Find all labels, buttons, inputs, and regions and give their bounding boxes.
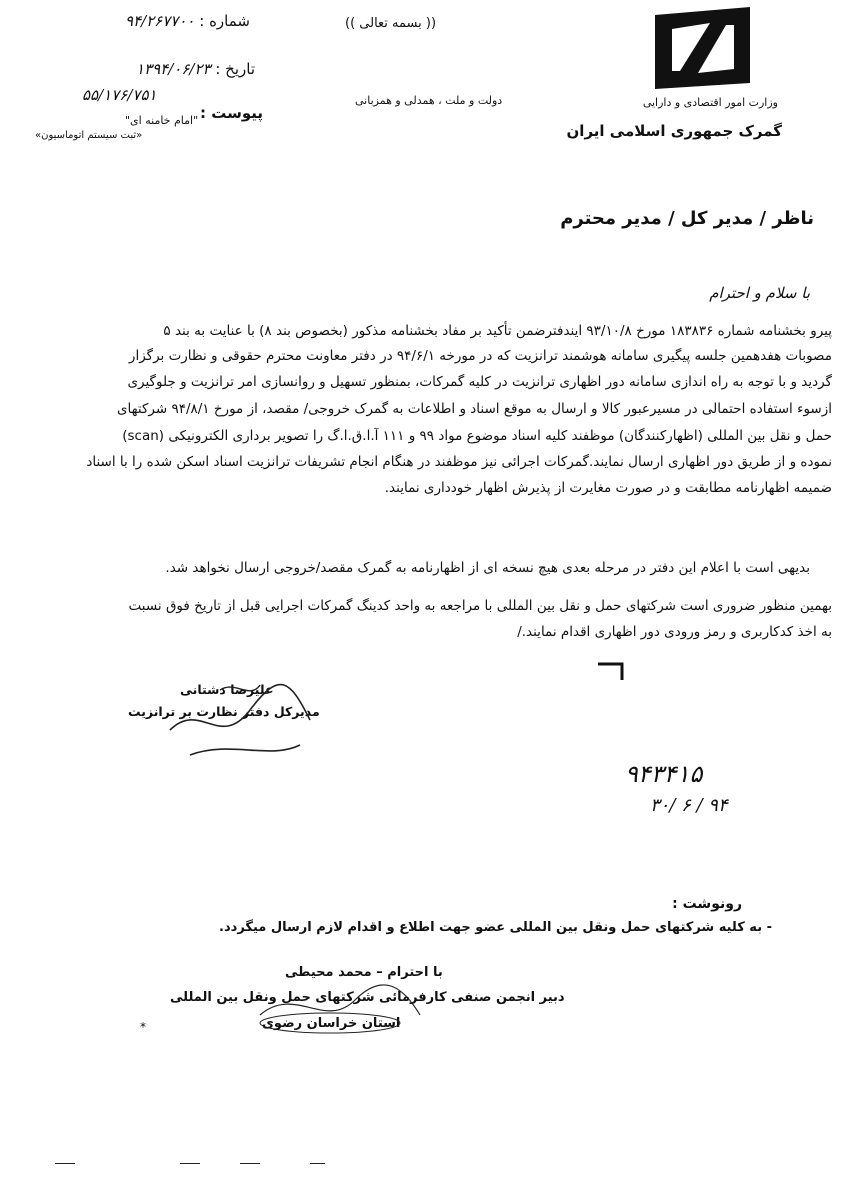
bismillah: (( بسمه تعالی )) bbox=[345, 16, 437, 31]
body-line-2: مصوبات هفدهمین جلسه پیگیری سامانه هوشمند ترانزیت که در مورخه ۹۴/۶/۱ در دفتر معاونت محترم حقوقی و نظارت برگزار bbox=[128, 348, 832, 364]
reference-number: ۵۵/۱۷۶/۷۵۱ bbox=[82, 86, 157, 104]
imam-quote: "امام خامنه ای" bbox=[125, 114, 199, 127]
closing-signature-icon bbox=[255, 975, 425, 1035]
number-value: ۹۴/۲۶۷۷۰۰ bbox=[124, 12, 195, 30]
body-line-6: نموده و از طریق دور اظهاری ارسال نمایند.گمرکات اجرائی نیز موظفند در هنگام انجام تشریفات ترانزیت اسناد اسکن شده را با اسناد bbox=[86, 454, 832, 470]
footer-rule bbox=[310, 1163, 325, 1164]
signature-scribble-icon bbox=[160, 660, 320, 770]
organization-name: گمرک جمهوری اسلامی ایران bbox=[566, 122, 782, 140]
paragraph-3-line-2: به اخذ کدکاربری و رمز ورودی دور اظهاری اقدام نمایند./ bbox=[517, 624, 832, 640]
slogan: دولت و ملت ، همدلی و همزبانی bbox=[355, 94, 503, 107]
date-value: ۱۳۹۴/۰۶/۲۳ bbox=[135, 60, 211, 78]
body-line-7: ضمیمه اظهارنامه مطابقت و در صورت مغایرت از پذیرش اظهار خودداری نمایند. bbox=[384, 480, 832, 496]
customs-logo bbox=[650, 5, 755, 90]
body-line-3: گردید و با توجه به راه اندازی سامانه دور اظهاری ترانزیت در کلیه گمرکات، بمنظور تسهیل و روانسازی امر ترانزیت و جلوگیری bbox=[127, 374, 832, 390]
handwritten-date: ۳۰/ ۶ / ۹۴ bbox=[650, 795, 728, 816]
body-line-5: حمل و نقل بین المللی (اظهارکنندگان) موظفند کلیه اسناد موضوع مواد ۹۹ و ۱۱۱ آ.ا.ق.ا.گ را تصویر برداری الکترونیکی (scan) bbox=[122, 428, 832, 444]
bracket-mark-icon bbox=[596, 660, 626, 684]
addressee: ناظر / مدیر کل / مدیر محترم bbox=[560, 208, 814, 229]
asterisk-mark: * bbox=[140, 1020, 146, 1034]
body-line-1: پیرو بخشنامه شماره ۱۸۳۸۳۶ مورخ ۹۳/۱۰/۸ ایندفترضمن تأکید بر مفاد بخشنامه مذکور (بخصوص بند ۸) با عنایت به بند ۵ bbox=[163, 323, 832, 339]
cc-heading: رونوشت : bbox=[672, 896, 742, 912]
handwritten-number: ۹۴۳۴۱۵ bbox=[625, 760, 703, 788]
body-line-4: ازسوء استفاده احتمالی در مسیرعبور کالا و ارسال به موقع اسناد و اطلاعات به گمرک خروجی/ مقصد، از مورخ ۹۴/۸/۱ شرکتهای bbox=[116, 401, 832, 417]
date-label: تاریخ : bbox=[215, 60, 255, 78]
cc-line: - به کلیه شرکتهای حمل ونقل بین المللی عضو جهت اطلاع و اقدام لازم ارسال میگردد. bbox=[219, 920, 772, 935]
attachment-label: پیوست : bbox=[200, 104, 264, 122]
ministry-name: وزارت امور اقتصادی و دارایی bbox=[642, 96, 778, 109]
signer-name: علیرضا دشتانی bbox=[180, 682, 274, 697]
date-field bbox=[55, 60, 255, 78]
signer-title: مدیرکل دفتر نظارت بر ترانزیت bbox=[128, 704, 320, 719]
closing-regards: با احترام – محمد محیطی bbox=[285, 965, 443, 980]
paragraph-3-line-1: بهمین منظور ضروری است شرکتهای حمل و نقل بین المللی با مراجعه به واحد کدینگ گمرکات اجرایی قبل از تاریخ فوق نسبت bbox=[128, 598, 832, 614]
footer-rule bbox=[180, 1163, 200, 1164]
number-field bbox=[95, 12, 250, 30]
greeting: با سلام و احترام bbox=[709, 284, 810, 302]
closing-role: دبیر انجمن صنفی کارفرمائی شرکتهای حمل ونقل بین المللی bbox=[170, 990, 565, 1005]
automation-note: «ثبت سیستم اتوماسیون» bbox=[35, 130, 143, 141]
closing-region: استان خراسان رضوی bbox=[262, 1016, 401, 1031]
number-label: شماره : bbox=[199, 12, 250, 30]
footer-rule bbox=[240, 1163, 260, 1164]
paragraph-2: بدیهی است با اعلام این دفتر در مرحله بعدی هیچ نسخه ای از اظهارنامه به گمرک مقصد/خروجی ارسال نخواهد شد. bbox=[165, 560, 810, 576]
footer-rule bbox=[55, 1163, 75, 1164]
